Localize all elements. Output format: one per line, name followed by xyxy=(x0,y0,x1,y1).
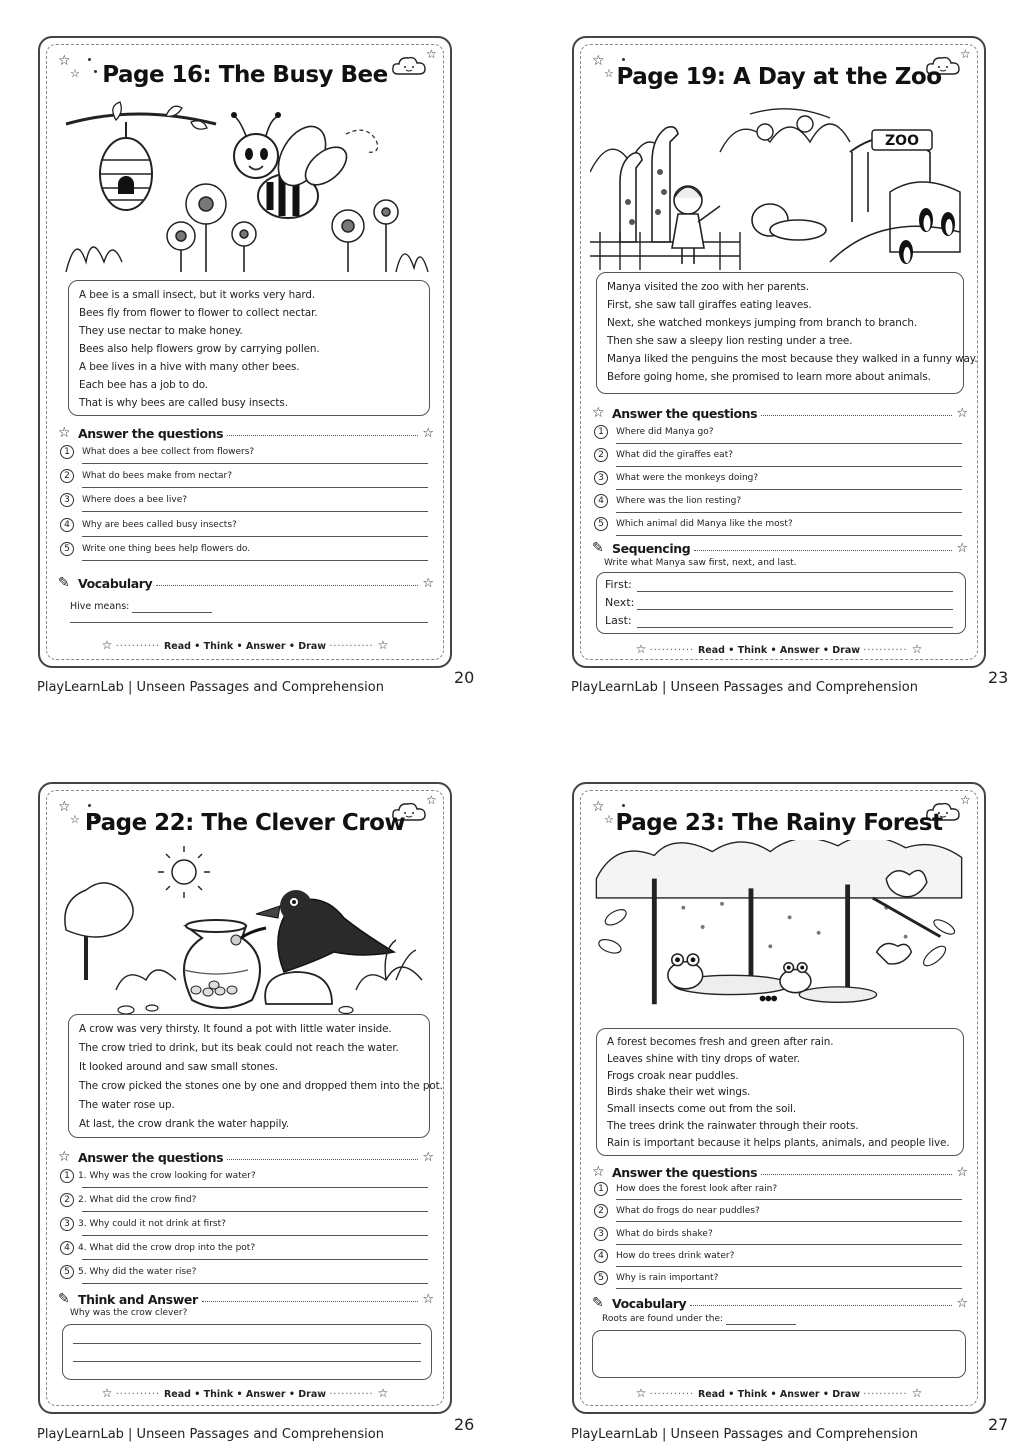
footer-strip: ☆ ··········· Read • Think • Answer • Draw ··········· ☆ xyxy=(101,638,389,652)
star-icon: ☆ xyxy=(592,405,605,421)
pencil-icon: ✎ xyxy=(58,575,70,591)
star-icon: ☆ xyxy=(592,1164,605,1180)
worksheet-rainy-forest xyxy=(572,782,986,1414)
answer-line[interactable] xyxy=(82,511,428,512)
question-4[interactable]: 4 Where was the lion resting? xyxy=(594,489,962,513)
star-icon: ☆ xyxy=(911,1386,923,1400)
answer-line[interactable] xyxy=(82,1283,428,1284)
star-icon: ☆ xyxy=(956,540,968,556)
star-icon: ☆ xyxy=(70,813,80,826)
star-icon: ☆ xyxy=(422,575,434,591)
star-icon: ☆ xyxy=(58,1149,71,1165)
star-icon: ☆ xyxy=(592,799,605,815)
question-1[interactable]: 1 1. Why was the crow looking for water? xyxy=(60,1164,428,1188)
star-icon: ☆ xyxy=(604,67,614,80)
sequencing-box xyxy=(596,572,966,634)
question-4[interactable]: 4 4. What did the crow drop into the pot? xyxy=(60,1236,428,1260)
star-icon: ☆ xyxy=(956,1164,968,1180)
star-icon: ☆ xyxy=(635,1386,647,1400)
questions-heading: ☆ Answer the questions ☆ xyxy=(592,405,968,421)
star-icon: ☆ xyxy=(911,642,923,656)
answer-line[interactable] xyxy=(82,560,428,561)
reading-passage: A bee is a small insect, but it works very hard. Bees fly from flower to flower to collect nectar. They use nectar to make honey. Bees also help flowers grow by carrying pollen. A bee lives in a hive with many other bees. Each bee has a job to do. That is why bees are called busy insects. xyxy=(68,280,430,416)
reading-passage: A forest becomes fresh and green after rain. Leaves shine with tiny drops of water. Frogs croak near puddles. Birds shake their wet wings. Small insects come out from the soil. The trees drink the rainwater through their roots. Rain is important because it helps plants, animals, and people live. xyxy=(596,1028,964,1156)
star-icon: ☆ xyxy=(58,425,71,441)
vocabulary-heading: ✎ Vocabulary ☆ xyxy=(592,1295,968,1311)
star-icon: ☆ xyxy=(604,813,614,826)
questions-heading: ☆ Answer the questions ☆ xyxy=(592,1164,968,1180)
question-1[interactable]: 1 Where did Manya go? xyxy=(594,420,962,444)
vocabulary-heading: ✎ Vocabulary ☆ xyxy=(58,575,434,591)
pencil-icon: ✎ xyxy=(592,1295,604,1311)
question-5[interactable]: 5 Write one thing bees help flowers do. xyxy=(60,537,428,561)
answer-line[interactable] xyxy=(616,535,962,536)
question-5[interactable]: 5 5. Why did the water rise? xyxy=(60,1260,428,1284)
vocabulary-blank[interactable] xyxy=(132,612,212,613)
star-icon: ☆ xyxy=(101,638,113,652)
star-icon: ☆ xyxy=(422,425,434,441)
question-4[interactable]: 4 Why are bees called busy insects? xyxy=(60,513,428,537)
page-title: Page 23: The Rainy Forest xyxy=(615,810,943,836)
question-3[interactable]: 3 What were the monkeys doing? xyxy=(594,466,962,490)
answer-line[interactable] xyxy=(73,1361,421,1362)
question-4[interactable]: 4 How do trees drink water? xyxy=(594,1245,962,1267)
star-icon: ☆ xyxy=(58,799,71,815)
vocabulary-answer-box[interactable] xyxy=(592,1330,966,1378)
vocabulary-blank[interactable] xyxy=(726,1324,796,1325)
star-icon: ☆ xyxy=(635,642,647,656)
question-2[interactable]: 2 What did the giraffes eat? xyxy=(594,443,962,467)
star-icon: ☆ xyxy=(956,1295,968,1311)
sequencing-heading: ✎ Sequencing ☆ xyxy=(592,540,968,556)
rainy-forest-illustration xyxy=(590,840,968,1012)
star-icon: ☆ xyxy=(422,1291,434,1307)
page-number: 23 xyxy=(988,668,1009,687)
vocabulary-prompt: Hive means: xyxy=(70,601,130,612)
question-3[interactable]: 3 What do birds shake? xyxy=(594,1223,962,1245)
question-5[interactable]: 5 Why is rain important? xyxy=(594,1267,962,1289)
page-title: Page 16: The Busy Bee xyxy=(102,62,388,88)
sequence-last-line[interactable] xyxy=(637,627,953,628)
question-5[interactable]: 5 Which animal did Manya like the most? xyxy=(594,512,962,536)
star-icon: ☆ xyxy=(377,1386,389,1400)
page-title: Page 22: The Clever Crow xyxy=(84,810,406,836)
sequence-label-next: Next: xyxy=(605,596,635,609)
page-number: 27 xyxy=(988,1415,1009,1434)
question-3[interactable]: 3 3. Why could it not drink at first? xyxy=(60,1212,428,1236)
question-1[interactable]: 1 How does the forest look after rain? xyxy=(594,1178,962,1200)
sequence-label-last: Last: xyxy=(605,614,632,627)
questions-heading: ☆ Answer the questions ☆ xyxy=(58,425,434,441)
bee-garden-illustration xyxy=(56,94,434,272)
star-icon: ☆ xyxy=(592,53,605,69)
worksheet-busy-bee xyxy=(38,36,452,668)
star-icon: ☆ xyxy=(426,793,437,807)
question-3[interactable]: 3 Where does a bee live? xyxy=(60,488,428,512)
page-caption: PlayLearnLab | Unseen Passages and Comprehension xyxy=(37,680,384,695)
questions-heading: ☆ Answer the questions ☆ xyxy=(58,1149,434,1165)
star-icon: ☆ xyxy=(956,405,968,421)
question-2[interactable]: 2 What do frogs do near puddles? xyxy=(594,1200,962,1222)
star-icon: ☆ xyxy=(377,638,389,652)
star-icon: ☆ xyxy=(58,53,71,69)
sequence-first-line[interactable] xyxy=(637,591,953,592)
page-caption: PlayLearnLab | Unseen Passages and Comprehension xyxy=(37,1427,384,1442)
question-2[interactable]: 2 What do bees make from nectar? xyxy=(60,464,428,488)
star-icon: ☆ xyxy=(426,47,437,61)
question-2[interactable]: 2 2. What did the crow find? xyxy=(60,1188,428,1212)
star-icon: ☆ xyxy=(960,793,971,807)
footer-strip: ☆ ··········· Read • Think • Answer • Draw ··········· ☆ xyxy=(635,1386,923,1400)
vocabulary-prompt: Roots are found under the: xyxy=(602,1314,724,1324)
crow-and-pot-illustration xyxy=(56,840,434,1018)
zoo-sign-text: ZOO xyxy=(885,133,919,149)
answer-line[interactable] xyxy=(73,1343,421,1344)
reading-passage: A crow was very thirsty. It found a pot with little water inside. The crow tried to drink, but its beak could not reach the water. It looked around and saw small stones. The crow picked the stones one by one and dropped them into the pot. The water rose up. At last, the crow drank the water happily. xyxy=(68,1014,430,1138)
pencil-icon: ✎ xyxy=(592,540,604,556)
think-and-answer-heading: ✎ Think and Answer ☆ xyxy=(58,1291,434,1307)
worksheet-clever-crow xyxy=(38,782,452,1414)
star-icon: ☆ xyxy=(422,1149,434,1165)
page-caption: PlayLearnLab | Unseen Passages and Comprehension xyxy=(571,1427,918,1442)
answer-line[interactable] xyxy=(616,1221,962,1222)
page-number: 20 xyxy=(454,668,475,687)
star-icon: ☆ xyxy=(70,67,80,80)
pencil-icon: ✎ xyxy=(58,1291,70,1307)
think-answer-box[interactable] xyxy=(62,1324,432,1380)
sequence-next-line[interactable] xyxy=(637,609,953,610)
footer-strip: ☆ ··········· Read • Think • Answer • Draw ··········· ☆ xyxy=(635,642,923,656)
vocabulary-answer-line[interactable] xyxy=(70,622,428,623)
worksheet-day-at-zoo xyxy=(572,36,986,668)
star-icon: ☆ xyxy=(960,47,971,61)
page-caption: PlayLearnLab | Unseen Passages and Comprehension xyxy=(571,680,918,695)
star-icon: ☆ xyxy=(101,1386,113,1400)
think-prompt: Why was the crow clever? xyxy=(70,1308,188,1318)
question-1[interactable]: 1 What does a bee collect from flowers? xyxy=(60,440,428,464)
sequencing-prompt: Write what Manya saw first, next, and last. xyxy=(604,558,797,568)
answer-line[interactable] xyxy=(616,1288,962,1289)
footer-strip: ☆ ··········· Read • Think • Answer • Draw ··········· ☆ xyxy=(101,1386,389,1400)
page-number: 26 xyxy=(454,1415,475,1434)
reading-passage: Manya visited the zoo with her parents. First, she saw tall giraffes eating leaves. Next, she watched monkeys jumping from branch to branch. Then she saw a sleepy lion resting under a tree. Manya liked the penguins the most because they walked in a funny way. Before going home, she promised to learn more about animals. xyxy=(596,272,964,394)
zoo-illustration xyxy=(590,92,968,270)
sequence-label-first: First: xyxy=(605,578,632,591)
page-title: Page 19: A Day at the Zoo xyxy=(616,64,942,90)
